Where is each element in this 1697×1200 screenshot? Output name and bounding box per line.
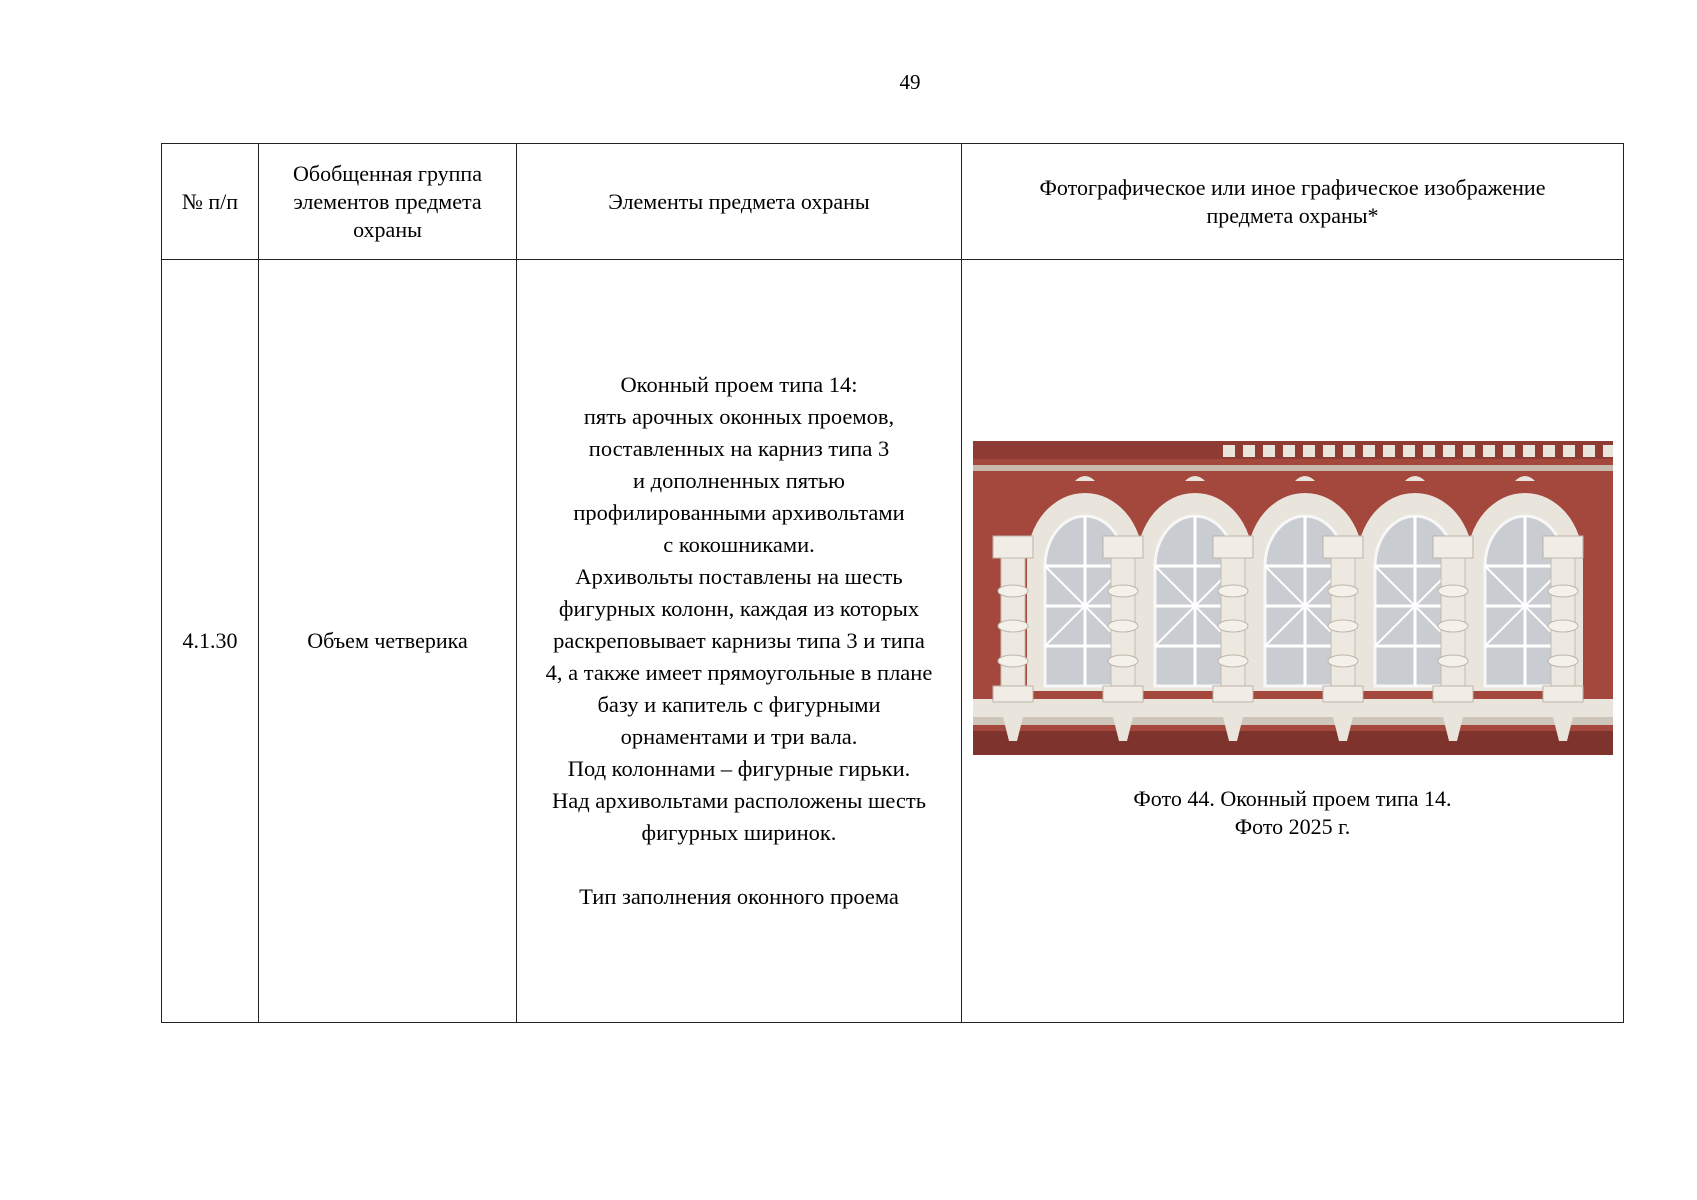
dentil [1463,445,1475,457]
description-line: базу и капитель с фигурными [597,692,881,717]
dentil [1603,445,1613,457]
page-number: 49 [899,70,921,94]
description-line: фигурных колонн, каждая из которых [558,596,920,621]
header-group: Обобщенная группа элементов предмета охраны [259,144,517,260]
description-line: орнаментами и три вала. [620,724,858,749]
column-capital [1323,536,1363,558]
dentil [1543,445,1555,457]
header-elements: Элементы предмета охраны [517,144,962,260]
dentil [1323,445,1335,457]
description-line: 4, а также имеет прямоугольные в плане [545,660,933,685]
description-text [525,369,953,913]
description-line: Под колоннами – фигурные гирьки. [567,756,911,781]
description-line: раскреповывает карнизы типа 3 и типа [553,628,925,653]
row-group: Объем четверика [259,260,517,1023]
dentil [1403,445,1415,457]
column-ring [1438,655,1468,667]
column-ring [1548,655,1578,667]
description-line [525,849,953,881]
description-line: и дополненных пятью [633,468,845,493]
dentil [1243,445,1255,457]
column-capital [1433,536,1473,558]
row-description [517,260,962,1023]
column-ring [998,620,1028,632]
column-ring [998,655,1028,667]
dentil [1523,445,1535,457]
table-header-row [162,144,1624,260]
column-capital [993,536,1033,558]
column-ring [1108,655,1138,667]
description-line: пять арочных оконных проемов, [583,404,895,429]
column-capital [1213,536,1253,558]
dentil [1223,445,1235,457]
description-line: Оконный проем типа 14: [620,372,858,397]
column-ring [1328,585,1358,597]
protection-table [161,143,1624,1023]
column-base [1103,686,1143,702]
dentil [1483,445,1495,457]
row-image [962,260,1624,1023]
dentil [1423,445,1435,457]
dentil [1383,445,1395,457]
facade-photo-image [973,441,1613,755]
column-ring [1218,585,1248,597]
description-line: Над архивольтами расположены шесть [552,788,926,813]
column-ring [1548,620,1578,632]
column-ring [1328,655,1358,667]
description-line: с кокошниками. [663,532,815,557]
column-ring [1548,585,1578,597]
column-capital [1543,536,1583,558]
column-capital [1103,536,1143,558]
lower-cornice-shadow [973,717,1613,725]
photo-caption [962,785,1623,841]
lower-cornice [973,699,1613,717]
description-line: Тип заполнения оконного проема [579,884,899,909]
dentil [1343,445,1355,457]
dentil [1283,445,1295,457]
dentil [1303,445,1315,457]
table-row [162,260,1624,1023]
description-line: фигурных ширинок. [641,820,837,845]
frieze-line [973,465,1613,471]
facade-photo [973,441,1613,755]
dentil [1563,445,1575,457]
dentil [1363,445,1375,457]
description-line: Архивольты поставлены на шесть [575,564,903,589]
column-ring [1108,585,1138,597]
column-ring [1108,620,1138,632]
column-ring [998,585,1028,597]
column-ring [1438,585,1468,597]
column-ring [1328,620,1358,632]
dentil [1583,445,1595,457]
column-base [1323,686,1363,702]
column-ring [1218,620,1248,632]
header-num: № п/п [162,144,259,260]
caption-line-2: Фото 2025 г. [1234,814,1351,839]
row-num: 4.1.30 [162,260,259,1023]
column-base [993,686,1033,702]
dentil [1263,445,1275,457]
dentil [1443,445,1455,457]
caption-line-1: Фото 44. Оконный проем типа 14. [1133,786,1452,811]
dentil [1503,445,1515,457]
description-line: поставленных на карниз типа 3 [588,436,890,461]
column-ring [1218,655,1248,667]
description-line: профилированными архивольтами [573,500,905,525]
column-base [1543,686,1583,702]
column-ring [1438,620,1468,632]
column-base [1213,686,1253,702]
header-image: Фотографическое или иное графическое изображение предмета охраны* [962,144,1624,260]
column-base [1433,686,1473,702]
base-wall [973,731,1613,755]
